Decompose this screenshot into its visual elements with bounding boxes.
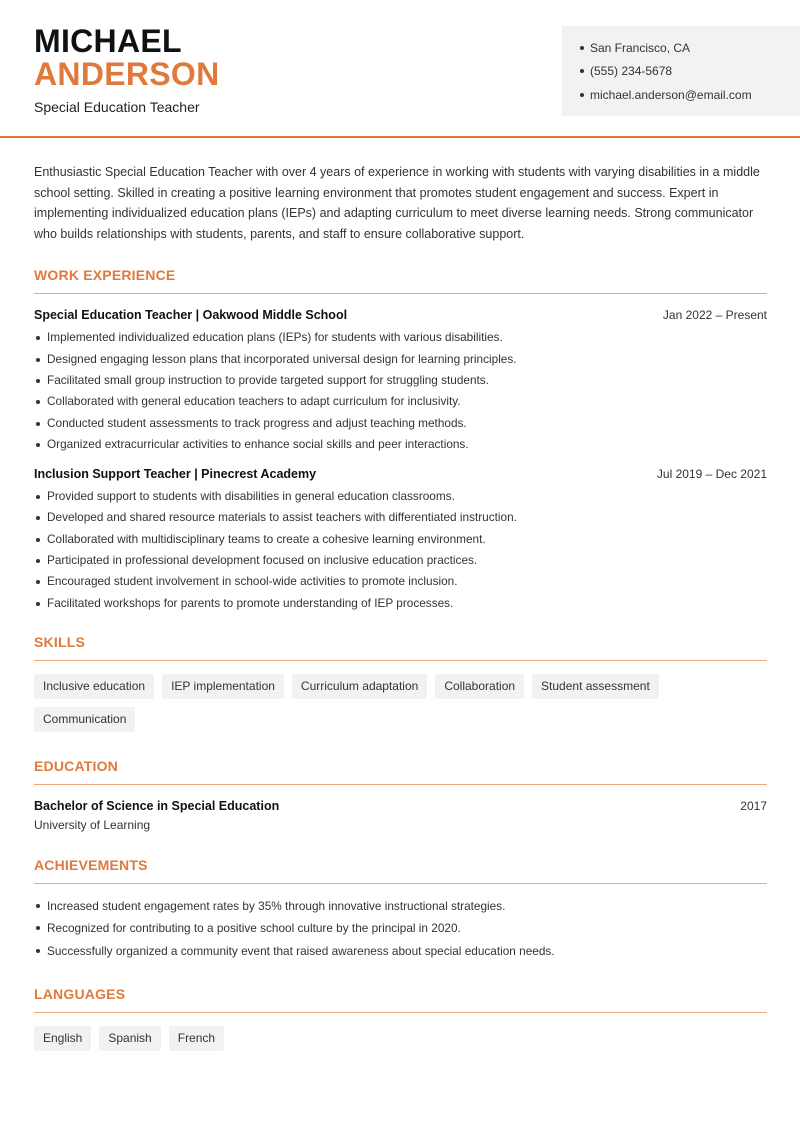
contact-location-text: San Francisco, CA [590,40,691,55]
job-bullet: Facilitated small group instruction to provide targeted support for struggling students. [34,370,767,391]
job-bullet: Collaborated with multidisciplinary teams to create a cohesive learning environment. [34,529,767,550]
job-bullet: Facilitated workshops for parents to promote understanding of IEP processes. [34,593,767,614]
languages-list [34,1026,767,1051]
section-divider [34,293,767,294]
achievement-item: Recognized for contributing to a positive school culture by the principal in 2020. [34,917,767,940]
section-divider [34,1012,767,1013]
education-year: 2017 [740,798,767,813]
job-bullet: Conducted student assessments to track progress and adjust teaching methods. [34,413,767,434]
bullet-icon [580,93,584,97]
skill-chip: IEP implementation [162,674,284,699]
skill-chip: Collaboration [435,674,524,699]
achievements-list [34,895,767,963]
job-bullet: Collaborated with general education teachers to adapt curriculum for inclusivity. [34,391,767,412]
contact-email-text[interactable]: michael.anderson@email.com [590,87,752,102]
language-chip: Spanish [99,1026,160,1051]
job-entry [34,308,767,455]
languages-section [34,986,767,1051]
contact-email[interactable] [580,83,800,107]
section-title-achievements: ACHIEVEMENTS [34,856,148,873]
section-title-skills: SKILLS [34,633,85,650]
job-bullet: Developed and shared resource materials to assist teachers with differentiated instruction. [34,507,767,528]
first-name: MICHAEL [34,23,182,59]
skill-chip: Inclusive education [34,674,154,699]
bullet-icon [580,69,584,73]
job-title: Special Education Teacher [34,99,200,115]
contact-phone-text: (555) 234-5678 [590,64,673,79]
section-divider [34,883,767,884]
job-bullets [34,486,767,614]
work-section [34,267,767,614]
education-entry [34,799,767,832]
achievement-item: Increased student engagement rates by 35% through innovative instructional strategies. [34,895,767,918]
job-entry [34,467,767,614]
section-title-work: WORK EXPERIENCE [34,267,176,284]
job-dates: Jan 2022 – Present [662,308,767,323]
achievement-item: Successfully organized a community event that raised awareness about special education needs. [34,940,767,963]
job-bullets [34,327,767,455]
contact-box [562,26,800,116]
education-degree: Bachelor of Science in Special Education [34,798,280,813]
section-divider [34,784,767,785]
language-chip: English [34,1026,91,1051]
education-section [34,758,767,832]
section-divider [34,660,767,661]
section-title-languages: LANGUAGES [34,986,126,1003]
skill-chip: Student assessment [532,674,659,699]
contact-location [580,36,800,60]
job-bullet: Encouraged student involvement in school-wide activities to promote inclusion. [34,571,767,592]
job-bullet: Organized extracurricular activities to enhance social skills and peer interactions. [34,434,767,455]
resume-header [0,0,800,138]
job-bullet: Implemented individualized education plans (IEPs) for students with various disabilities. [34,327,767,348]
summary: Enthusiastic Special Education Teacher with over 4 years of experience in working with students with varying disabilities in a middle school setting. Skilled in creating a positive learning environment that promotes student engagement and success. Expert in implementing individualized education plans (IEPs) and adapting curriculum to meet diverse learning needs. Strong communicator who builds relationships with students, parents, and staff to ensure collaborative support. [34,165,760,241]
education-school: University of Learning [34,817,151,832]
job-dates: Jul 2019 – Dec 2021 [656,467,767,482]
job-bullet: Provided support to students with disabilities in general education classrooms. [34,486,767,507]
language-chip: French [169,1026,224,1051]
skill-chip: Communication [34,707,135,732]
achievements-section [34,857,767,963]
resume-body [34,162,767,1051]
skill-chip: Curriculum adaptation [292,674,427,699]
contact-phone [580,60,800,84]
skills-list [34,674,767,732]
job-heading: Special Education Teacher | Oakwood Middle School [34,308,348,323]
last-name: ANDERSON [34,56,220,92]
skills-section [34,634,767,732]
section-title-education: EDUCATION [34,757,118,774]
job-bullet: Participated in professional development focused on inclusive education practices. [34,550,767,571]
job-bullet: Designed engaging lesson plans that incorporated universal design for learning principles. [34,349,767,370]
job-heading: Inclusion Support Teacher | Pinecrest Academy [34,467,317,482]
bullet-icon [580,46,584,50]
